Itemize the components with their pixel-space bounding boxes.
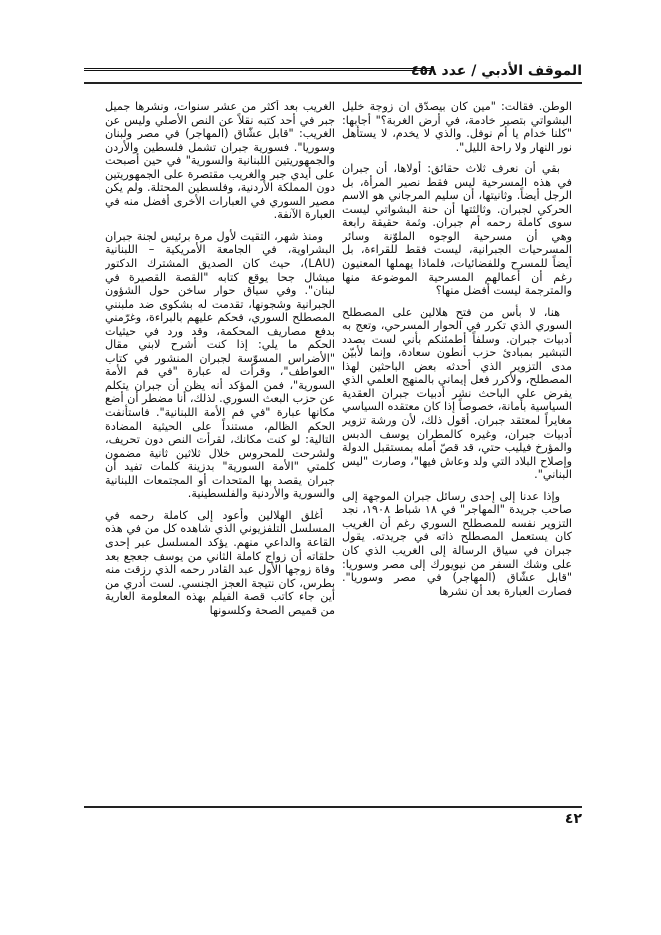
paragraph: الغريب بعد أكثر من عشر سنوات، ونشرها جميل جبر في أحد كتبه نقلاً عن النص الأصلي وليس عن الغريب: "قابل عشّاق (المهاجر) في مصر ولبنان وسوريا". فسورية جبران تشمل فلسطين والأردن والجمهوريتين اللبنانية والسورية" في حين أصبحت على أيدي جبر والغريب مقتصرة على الجمهوريتين دون المملكة الأردنية، وفلسطين المحتلة. ولم يكن مصير السوري في العبارات الأخرى أفضل منه في العبارة الآنفة. — [105, 100, 335, 222]
page-header — [84, 62, 582, 90]
header-underline — [84, 82, 582, 84]
header-rule — [84, 68, 432, 71]
paragraph: وإذا عدنا إلى إحدى رسائل جبران الموجهة إلى صاحب جريدة "المهاجر" في ١٨ شباط ١٩٠٨، نجد التزوير نفسه للمصطلح السوري رغم أن الغريب كان يستعمل المصطلح ذاته في جريدته. يقول جبران في سياق الرسالة إلى الغريب الذي كان على وشك السفر من نيويورك إلى مصر وسوريا: "قابل عشّاق (المهاجر) في مصر وسوريا". فصارت العبارة بعد أن نشرها — [342, 489, 572, 598]
left-column — [105, 100, 335, 790]
paragraph: بقي أن نعرف ثلاث حقائق: أولاها، أن جبران في هذه المسرحية ليس فقط نصير المرأة، بل الرجل أيضاً. وثانيتها، أن سليم المرجاني هو الاسم الحركي لجبران. وثالثتها أن حنة البشواتي ليست سوى كاملة رحمه أم جبران. وثمة حقيقة رابعة وهي أن مسرحية الوجوه الملوّنة وسائر المسرحيات الجبرانية، ليست فقط للقراءة، بل أيضاً للمسرح وللفضائيات، فلماذا يهملها المعنيون رغم أن أعمالهم المسرحية الموضوعة منها والمترجمة ليست أفضل منها؟ — [342, 162, 572, 298]
footer-rule — [84, 806, 582, 808]
paragraph: هنا، لا بأس من فتح هلالين على المصطلح السوري الذي تكرر في الحوار المسرحي، وتعج به أدبيات جبران. وسلفاً أطمئنكم بأني لست بصدد التبشير بمبادئ حزب أنطون سعادة، وإنما لأبيّن مدى التزوير الذي أحدثه بعض الباحثين لهذا المصطلح، ولأكرر فعل إيماني بالمنهج العلمي الذي يفرض على الباحث نشر أدبيات جبران العقدية السياسية بأمانة، خصوصاً إذا كان معتقده السياسي مغايراً لمعتقد جبران. أقول ذلك، لأن ورشة تزوير أدبيات جبران، وغيره كالمطران يوسف الدبس والمؤرخ فيليب حتي، قد قصّ أمله بمستقبل الدولة وإصلاح البلاد التي ولد وعاش فيها"، وصارت "ليس البناني". — [342, 305, 572, 482]
right-column — [342, 100, 572, 790]
paragraph: الوطن. فقالت: "مين كان بيصدّق ان زوجة خليل البشواتي بتصير خادمة، في أرض الغربة؟" أجابها: "كلنا خدام يا أم نوفل. والذي لا يخدم، لا يستأهل نور النهار ولا راحة الليل". — [342, 100, 572, 154]
paragraph: أغلق الهلالين وأعود إلى كاملة رحمه في المسلسل التلفزيوني الذي شاهده كل من في هذه القاعة والداعي منهم. يؤكد المسلسل عبر إحدى حلقاته أن زواج كاملة الثاني من يوسف جعجع بعد وفاة زوجها الأول عبد القادر رحمه الذي رزقت منه بطرس، كان نتيجة العجز الجنسي. لست أدري من أين جاء كاتب قصة الفيلم بهذه المعلومة العارية من قميص الصحة وكلسونها — [105, 508, 335, 617]
journal-title: الموقف الأدبي / عدد ٤٥٨ — [411, 63, 582, 79]
paragraph: ومنذ شهر، التقيت لأول مرة برئيس لجنة جبران البشراوية، في الجامعة الأمريكية – اللبنانية (LAU)، حيث كان الصديق المشترك الدكتور ميشال جحا يوقع كتابه "القصة القصيرة في لبنان". وفي سياق حوار ساخن حول الشؤون الجبرانية وشجونها، تقدمت له بشكوى ضد ملبنني المصطلح السوري، فحكم عليهم بالبراءة، وغرّمني بدفع مصاريف المحكمة، وقد ورد في حيثيات الحكم ما يلي: إذا كنت أشرح لابني مقال "الأضراس المسوّسة لجبران المنشور في كتاب "العواطف"، وقرأت له عبارة "في فم الأمة السورية"، فمن المؤكد أنه يظن أن جبران يتكلم عن حزب البعث السوري. لذلك، أنا مضطر أن أضع مكانها عبارة "في فم الأمة اللبنانية". فاستأنفت الحكم الظالم، مستنداً على الحيثية المضادة التالية: لو كنت مكانك، لقرأت النص دون تحريف، ولشرحت للمحروس خلال ثلاثين ثانية مضمون كلمتي "الأمة السورية" بدزينة كلمات تفيد أن جبران يقصد بها المتحدات أو المجتمعات اللبنانية والسورية والأردنية والفلسطينية. — [105, 229, 335, 501]
page-number: ٤٢ — [564, 811, 582, 827]
